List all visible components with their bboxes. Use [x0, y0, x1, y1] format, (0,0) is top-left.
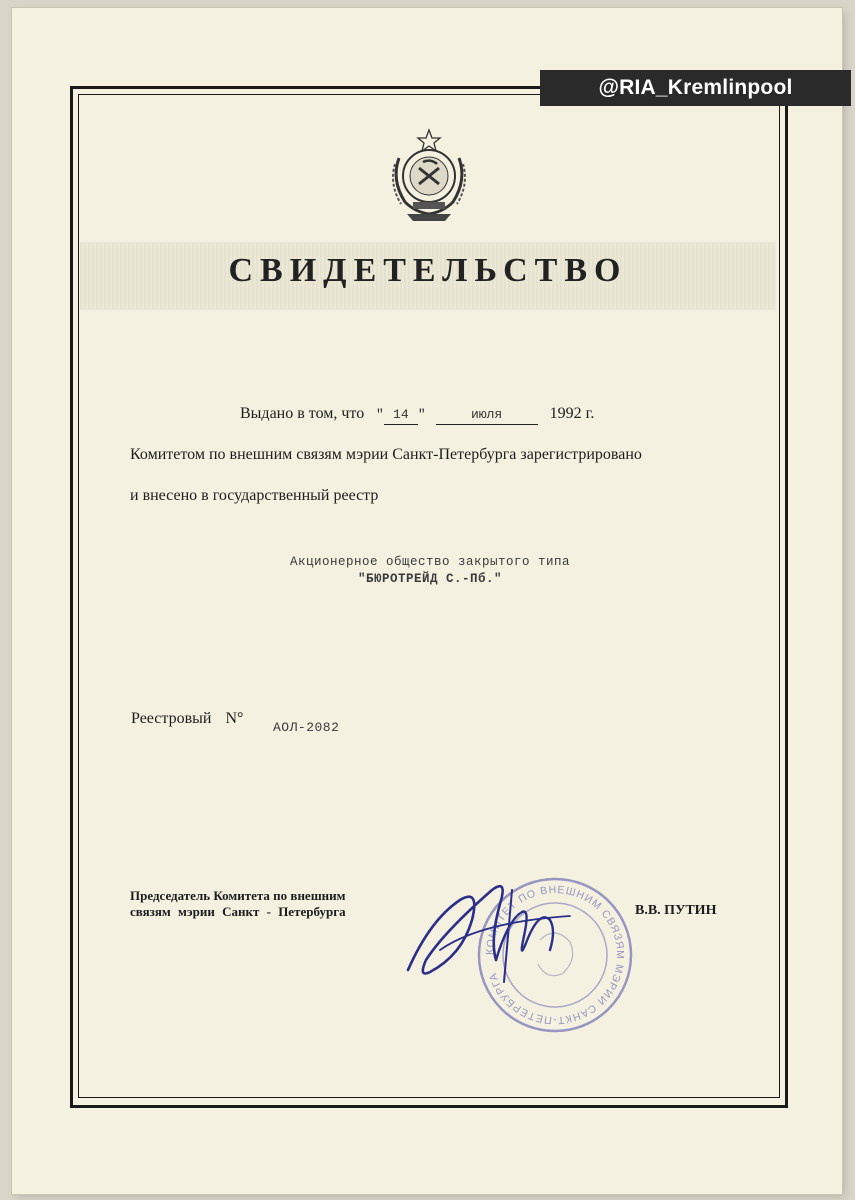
registry-number-sign: N°: [225, 710, 244, 727]
registry-number: АОЛ-2082: [273, 720, 340, 735]
registry-number-label: [131, 710, 243, 728]
chairman-title-line1: Председатель Комитета по внешним: [130, 888, 346, 903]
date-day: 14: [384, 407, 418, 425]
watermark-label: @RIA_Kremlinpool: [540, 70, 851, 106]
committee-line: Комитетом по внешним связям мэрии Санкт-Петербурга зарегистрировано: [130, 446, 642, 463]
date-year: 1992 г.: [549, 405, 595, 422]
registry-line: и внесено в государственный реестр: [130, 487, 379, 504]
issued-date-line: Выдано в том, что " 14 " июля 1992 г.: [240, 405, 594, 425]
date-month: июля: [436, 407, 538, 425]
issued-prefix: Выдано в том, что: [240, 405, 365, 422]
company-type: Акционерное общество закрытого типа: [289, 555, 571, 569]
certificate-title: СВИДЕТЕЛЬСТВО: [228, 252, 628, 289]
handwritten-signature-icon: [400, 860, 600, 1000]
registry-label: Реестровый: [131, 710, 212, 727]
signatory-name: В.В. ПУТИН: [635, 903, 717, 918]
chairman-title-line2: связям мэрии Санкт - Петербурга: [130, 904, 346, 919]
rsfsr-coat-of-arms-icon: [385, 128, 473, 224]
company-name: "БЮРОТРЕЙД С.-Пб.": [357, 572, 503, 586]
svg-text:КОМИТЕТ ПО ВНЕШНИМ СВЯЗЯМ МЭРИ: КОМИТЕТ ПО ВНЕШНИМ СВЯЗЯМ МЭРИИ САНКТ-ПЕТЕРБУРГА: [483, 883, 627, 1027]
